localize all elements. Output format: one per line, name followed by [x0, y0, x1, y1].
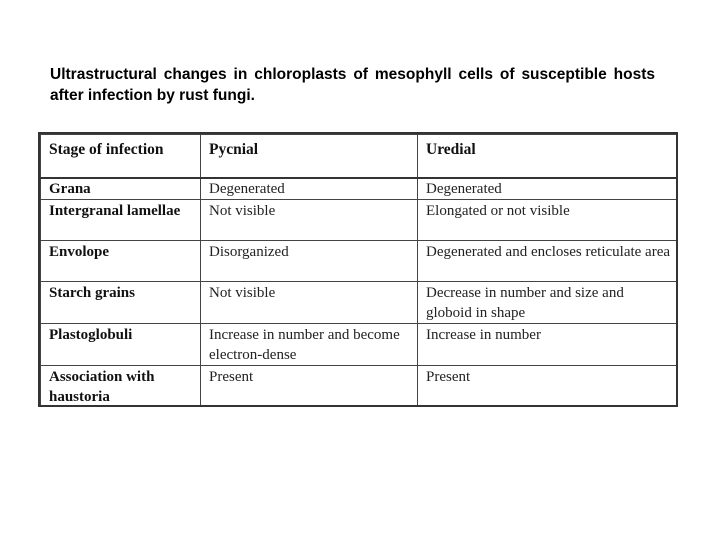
pycnial-cell: Not visible — [201, 282, 418, 324]
slide-caption: Ultrastructural changes in chloroplasts of mesophyll cells of susceptible hosts after infection by rust fungi. — [50, 66, 655, 104]
pycnial-cell: Present — [201, 366, 418, 408]
row-label: Starch grains — [41, 282, 201, 324]
row-label: Plastoglobuli — [41, 324, 201, 366]
header-uredial: Uredial — [418, 135, 679, 178]
table-row — [41, 178, 679, 200]
data-table — [40, 134, 678, 407]
row-label: Envolope — [41, 241, 201, 282]
header-pycnial: Pycnial — [201, 135, 418, 178]
chloroplast-changes-table — [38, 132, 678, 407]
row-label: Intergranal lamellae — [41, 200, 201, 241]
pycnial-cell: Not visible — [201, 200, 418, 241]
header-stage-of-infection: Stage of infection — [41, 135, 201, 178]
row-label: Association with haustoria — [41, 366, 201, 408]
table-row — [41, 366, 679, 408]
pycnial-cell: Disorganized — [201, 241, 418, 282]
table-row — [41, 241, 679, 282]
pycnial-cell: Degenerated — [201, 178, 418, 200]
uredial-cell: Present — [418, 366, 679, 408]
row-label: Grana — [41, 178, 201, 200]
table-row — [41, 324, 679, 366]
uredial-cell: Elongated or not visible — [418, 200, 679, 241]
table-header-row — [41, 135, 679, 178]
uredial-cell: Degenerated and encloses reticulate area — [418, 241, 679, 282]
uredial-cell: Increase in number — [418, 324, 679, 366]
table-row — [41, 282, 679, 324]
pycnial-cell: Increase in number and become electron-dense — [201, 324, 418, 366]
table-row — [41, 200, 679, 241]
uredial-cell: Degenerated — [418, 178, 679, 200]
uredial-cell: Decrease in number and size and globoid in shape — [418, 282, 679, 324]
